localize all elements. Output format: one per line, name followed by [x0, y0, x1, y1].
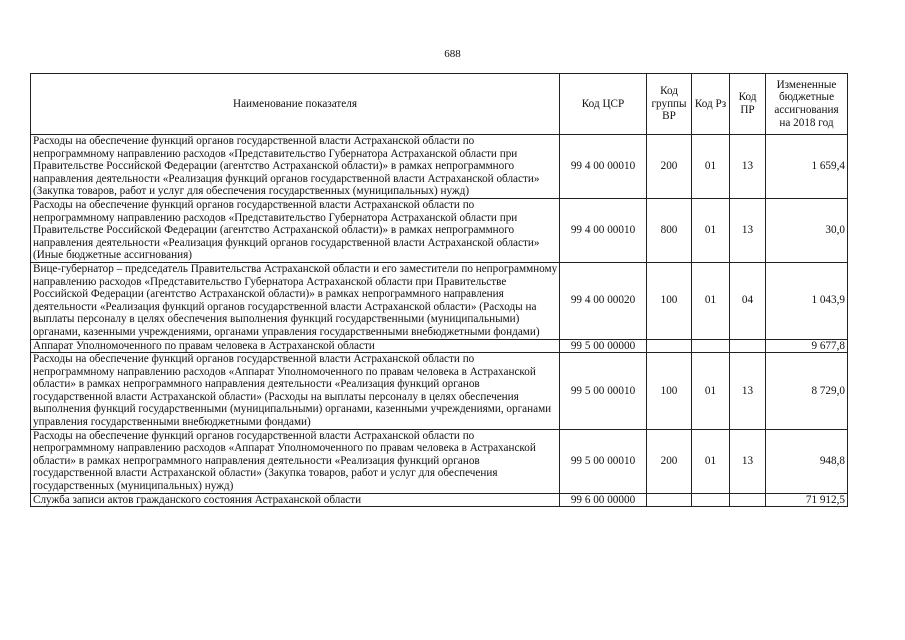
table-row	[31, 262, 848, 339]
row-amount: 1 659,4	[766, 135, 848, 199]
header-name: Наименование показателя	[31, 74, 560, 135]
row-rz: 01	[692, 198, 730, 262]
row-csr: 99 5 00 00000	[560, 339, 647, 353]
table-row	[31, 429, 848, 493]
row-pr	[730, 339, 766, 353]
page-number: 688	[444, 48, 461, 60]
row-rz	[692, 493, 730, 507]
table-row	[31, 493, 848, 507]
row-vr: 800	[647, 198, 692, 262]
row-csr: 99 5 00 00010	[560, 353, 647, 430]
row-csr: 99 4 00 00010	[560, 198, 647, 262]
row-vr: 100	[647, 353, 692, 430]
row-name: Расходы на обеспечение функций органов государственной власти Астраханской области по непрограммному направлению расходов «Представительство Губернатора Астраханской области при Правительстве Российской Федерации (агентство Астраханской области)» в рамках непрограммного направления деятельности «Реализация функций органов государственной власти Астраханской области» (Закупка товаров, работ и услуг для обеспечения государственных (муниципальных) нужд)	[31, 135, 560, 199]
row-pr: 13	[730, 429, 766, 493]
row-pr: 04	[730, 262, 766, 339]
table-row	[31, 198, 848, 262]
row-amount: 9 677,8	[766, 339, 848, 353]
row-csr: 99 5 00 00010	[560, 429, 647, 493]
row-name: Вице-губернатор – председатель Правительства Астраханской области и его заместители по непрограммному направлению расходов «Представительство Губернатора Астраханской области при Правительстве Российской Федерации (агентство Астраханской области)» в рамках непрограммного направления деятельности «Реализация функций органов государственной власти Астраханской области» (Расходы на выплаты персоналу в целях обеспечения выполнения функций государственными (муниципальными) органами, казенными учреждениями, органами управления государственными внебюджетными фондами)	[31, 262, 560, 339]
table-row	[31, 339, 848, 353]
row-pr: 13	[730, 135, 766, 199]
row-csr: 99 4 00 00010	[560, 135, 647, 199]
row-amount: 30,0	[766, 198, 848, 262]
row-rz: 01	[692, 353, 730, 430]
row-rz: 01	[692, 429, 730, 493]
row-vr	[647, 339, 692, 353]
table-row	[31, 353, 848, 430]
row-name: Расходы на обеспечение функций органов государственной власти Астраханской области по непрограммному направлению расходов «Аппарат Уполномоченного по правам человека в Астраханской области» в рамках непрограммного направления деятельности «Реализация функций органов государственной власти Астраханской области» (Закупка товаров, работ и услуг для обеспечения государственных (муниципальных) нужд)	[31, 429, 560, 493]
row-vr: 200	[647, 429, 692, 493]
row-amount: 71 912,5	[766, 493, 848, 507]
row-amount: 1 043,9	[766, 262, 848, 339]
row-csr: 99 6 00 00000	[560, 493, 647, 507]
row-rz: 01	[692, 262, 730, 339]
row-amount: 948,8	[766, 429, 848, 493]
table-row	[31, 135, 848, 199]
header-vr: Код группы ВР	[647, 74, 692, 135]
row-amount: 8 729,0	[766, 353, 848, 430]
row-pr: 13	[730, 198, 766, 262]
header-amount: Измененные бюджетные ассигнования на 2018 год	[766, 74, 848, 135]
row-name: Служба записи актов гражданского состояния Астраханской области	[31, 493, 560, 507]
table-header-row	[31, 74, 848, 135]
row-csr: 99 4 00 00020	[560, 262, 647, 339]
row-rz: 01	[692, 135, 730, 199]
row-pr	[730, 493, 766, 507]
row-vr	[647, 493, 692, 507]
header-pr: Код ПР	[730, 74, 766, 135]
row-name: Расходы на обеспечение функций органов государственной власти Астраханской области по непрограммному направлению расходов «Представительство Губернатора Астраханской области при Правительстве Российской Федерации (агентство Астраханской области)» в рамках непрограммного направления деятельности «Реализация функций органов государственной власти Астраханской области» (Иные бюджетные ассигнования)	[31, 198, 560, 262]
row-name: Аппарат Уполномоченного по правам человека в Астраханской области	[31, 339, 560, 353]
row-vr: 100	[647, 262, 692, 339]
row-name: Расходы на обеспечение функций органов государственной власти Астраханской области по непрограммному направлению расходов «Аппарат Уполномоченного по правам человека в Астраханской области» в рамках непрограммного направления деятельности «Реализация функций органов государственной власти Астраханской области» (Расходы на выплаты персоналу в целях обеспечения выполнения функций государственными (муниципальными) органами, казенными учреждениями, органами управления государственными внебюджетными фондами)	[31, 353, 560, 430]
row-vr: 200	[647, 135, 692, 199]
row-rz	[692, 339, 730, 353]
row-pr: 13	[730, 353, 766, 430]
header-rz: Код Рз	[692, 74, 730, 135]
header-csr: Код ЦСР	[560, 74, 647, 135]
budget-table	[30, 73, 848, 507]
